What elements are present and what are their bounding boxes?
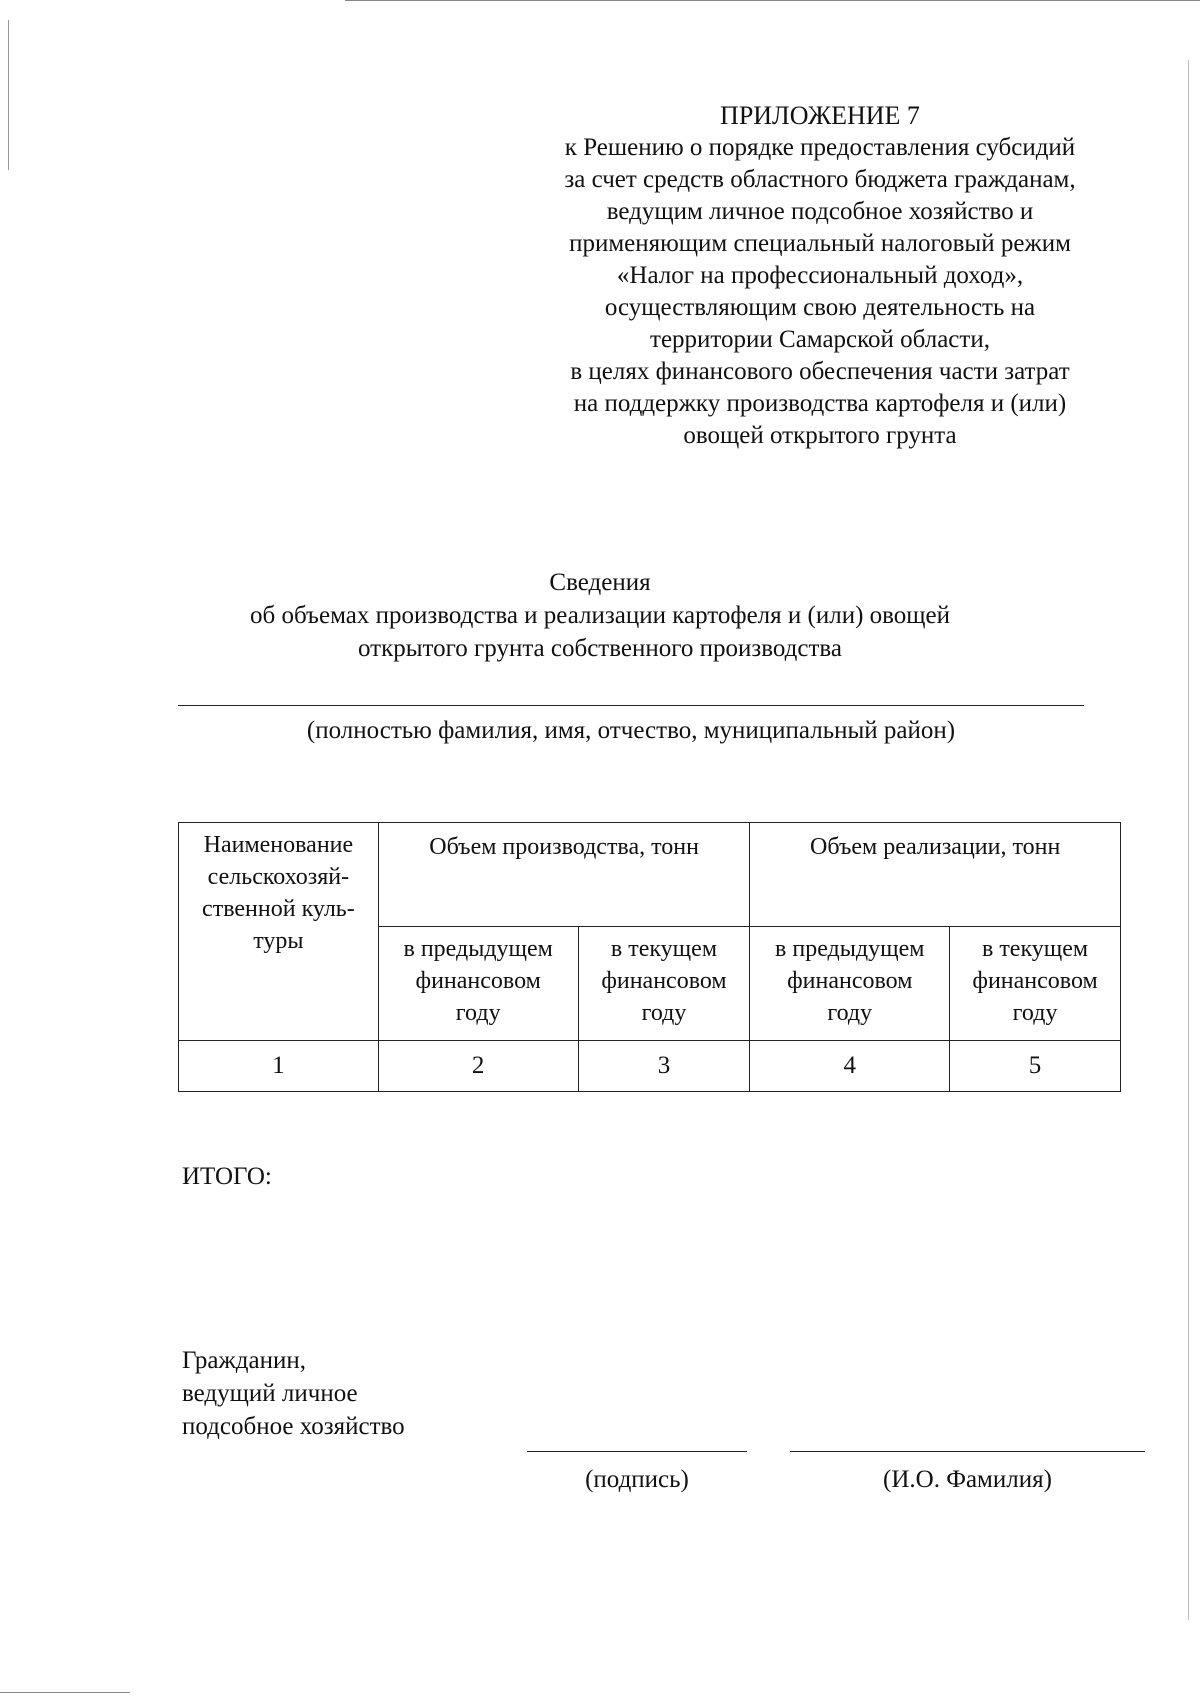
total-label: ИТОГО: <box>182 1163 272 1190</box>
header-line: Объем реализации, тонн <box>810 834 1061 860</box>
header-line: в текущем <box>981 936 1089 962</box>
title-line: открытого грунта собственного производства <box>358 635 842 662</box>
signer-line: ведущий личное <box>182 1380 358 1407</box>
header-line: в предыдущем <box>403 936 553 962</box>
signer-line: Гражданин, <box>182 1347 306 1374</box>
header-line: финансовом <box>972 968 1098 994</box>
header-line: году <box>827 1000 873 1026</box>
column-number: 2 <box>378 1041 578 1092</box>
scan-edge-mark <box>8 20 9 170</box>
appendix-line: ведущим личное подсобное хозяйство и <box>606 198 1034 225</box>
crop-name-header <box>179 823 379 1041</box>
column-number: 1 <box>179 1041 379 1092</box>
appendix-line: к Решению о порядке предоставления субсидий <box>564 134 1076 161</box>
document-title <box>200 566 1000 665</box>
header-line: в текущем <box>610 936 718 962</box>
header-line: в предыдущем <box>775 936 925 962</box>
header-line: году <box>455 1000 501 1026</box>
production-volume-header <box>378 823 750 927</box>
scan-edge-mark <box>345 0 1200 1</box>
appendix-line: в целях финансового обеспечения части затрат <box>570 358 1070 385</box>
scan-edge-mark <box>0 1692 130 1693</box>
header-line: финансовом <box>415 968 541 994</box>
production-prev-year-header <box>378 927 578 1041</box>
signature-caption: (подпись) <box>585 1466 689 1493</box>
header-line: финансовом <box>787 968 913 994</box>
header-line: туры <box>253 928 304 954</box>
column-number: 3 <box>578 1041 750 1092</box>
name-caption: (И.О. Фамилия) <box>883 1466 1052 1493</box>
sales-curr-year-header <box>950 927 1121 1041</box>
data-table <box>178 822 1121 1092</box>
appendix-block <box>520 100 1120 452</box>
title-line: Сведения <box>549 569 651 596</box>
production-curr-year-header <box>578 927 750 1041</box>
sales-volume-header <box>750 823 1121 927</box>
header-line: финансовом <box>601 968 727 994</box>
appendix-line: овощей открытого грунта <box>683 422 957 449</box>
signer-line: подсобное хозяйство <box>182 1413 405 1440</box>
scan-edge-mark <box>1188 60 1189 1620</box>
appendix-line: осуществляющим свою деятельность на <box>604 294 1036 321</box>
appendix-line: применяющим специальный налоговый режим <box>569 230 1071 257</box>
header-line: году <box>1012 1000 1058 1026</box>
header-line: сельскохозяй- <box>207 864 350 890</box>
header-line: Объем производства, тонн <box>429 834 699 860</box>
appendix-line: на поддержку производства картофеля и (или) <box>573 390 1067 417</box>
header-line: Наименование <box>203 832 354 858</box>
title-line: об объемах производства и реализации картофеля и (или) овощей <box>249 602 951 629</box>
column-number: 5 <box>950 1041 1121 1092</box>
sales-prev-year-header <box>750 927 950 1041</box>
signature-line[interactable] <box>527 1451 747 1452</box>
name-line[interactable] <box>790 1451 1145 1452</box>
appendix-line: «Налог на профессиональный доход», <box>616 262 1024 289</box>
signer-label <box>182 1344 502 1443</box>
header-line: ственной куль- <box>202 896 355 922</box>
appendix-line: за счет средств областного бюджета гражданам, <box>564 166 1076 193</box>
appendix-heading: ПРИЛОЖЕНИЕ 7 <box>720 101 920 130</box>
header-line: году <box>641 1000 687 1026</box>
column-number: 4 <box>750 1041 950 1092</box>
fio-caption: (полностью фамилия, имя, отчество, муниципальный район) <box>306 717 956 744</box>
fio-fill-line[interactable] <box>178 705 1084 706</box>
appendix-line: территории Самарской области, <box>650 326 990 353</box>
